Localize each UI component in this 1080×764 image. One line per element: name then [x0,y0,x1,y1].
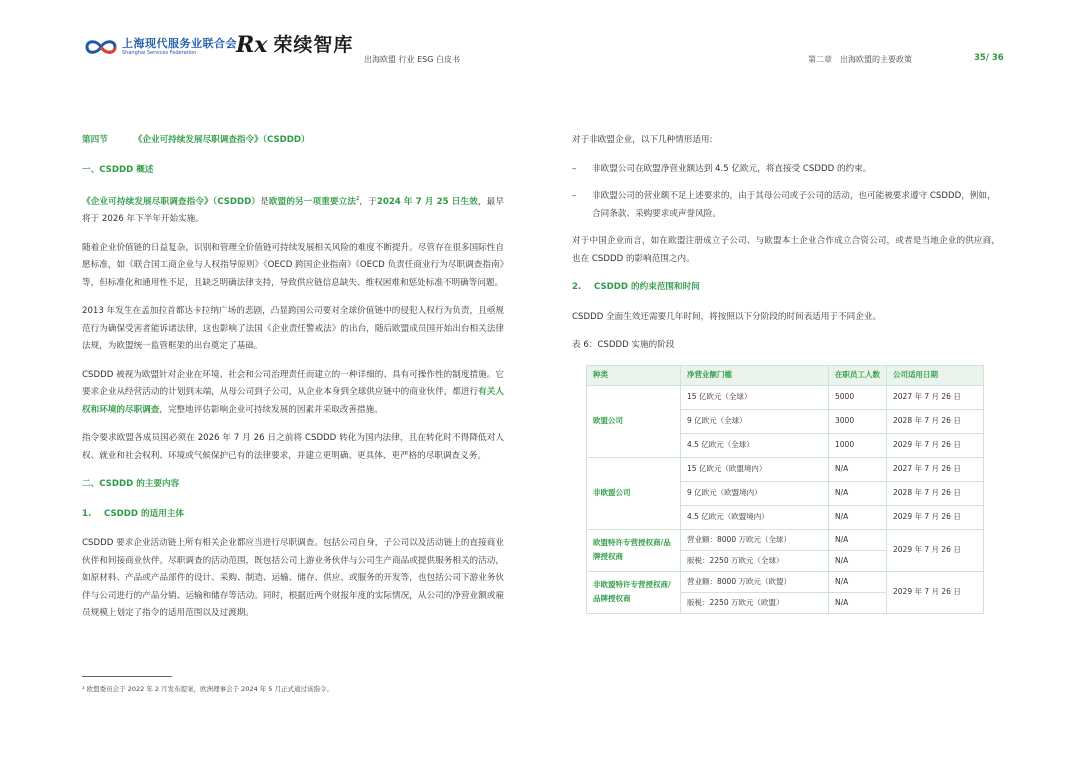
table-header-cell: 种类 [587,365,681,385]
table-cell: 营业额：8000 万欧元（全球） [681,529,829,550]
table-header-cell: 在职员工人数 [829,365,887,385]
heading-scope-text: CSDDD 的适用主体 [104,508,185,519]
paragraph-2: 随着企业价值链的日益复杂，识别和管理全价值链可持续发展相关风险的难度不断提升。尽管存在很多国际性自愿标准，如《联合国工商企业与人权指导原则》《OECD 跨国企业指南》《OECD 负责任商业行为尽职调查指南》等，但标准化和通用性不足，且缺乏明确法律支持，导致供应链信息缺失、维权困难和惩处标准不明确等问题。 [82,242,504,288]
table-cell: 营业额：8000 万欧元（欧盟） [681,571,829,592]
p1-highlight-law: 欧盟的另一项重要立法 [268,196,357,207]
bullet-dash: – [572,163,577,174]
table-header-cell: 公司适用日期 [887,365,984,385]
paragraph-4 [82,367,504,420]
table-cell: 3000 [829,409,887,433]
table-cell: 版税：2250 万欧元（欧盟） [681,592,829,613]
footnote: ² 欧盟委员会于 2022 年 2 月发布提案，欧洲理事会于 2024 年 5 月正式通过该指令。 [82,685,334,693]
table-cell: 2029 年 7 月 26 日 [887,571,984,613]
heading-timeline-text: CSDDD 的约束范围和时间 [594,282,700,292]
left-column [82,132,504,634]
table-cell: N/A [829,457,887,481]
table-cell: 1000 [829,433,887,457]
category-cell: 欧盟公司 [587,385,681,457]
paragraph-5: 指令要求欧盟各成员国必须在 2026 年 7 月 26 日之前将 CSDDD 转化为国内法律，且在转化时不得降低对人权、就业和社会权利、环境或气候保护已有的法律要求，并建立更明确、更具体、更严格的尽职调查义务。 [82,433,504,461]
federation-name-en: Shanghai Services Federation [122,50,197,56]
category-cell: 非欧盟特许专营授权商/品牌授权商 [587,571,681,613]
footnote-ref: 2 [356,196,360,202]
table-cell: N/A [829,505,887,529]
p4-text: CSDDD 被视为欧盟针对企业在环境、社会和公司治理责任而建立的一种详细的、具有可操作性的制度措施。它要求企业从经营活动的计划到末端，从母公司到子公司，从企业本身到全球供应链中的商业伙伴，都进行 [82,369,504,398]
heading-overview: 一、CSDDD 概述 [82,164,154,175]
section-title: 《企业可持续发展尽职调查指令》（CSDDD） [133,135,310,145]
table-cell: 2029 年 7 月 26 日 [887,529,984,571]
table-cell: 9 亿欧元（欧盟境内） [681,481,829,505]
heading-scope [82,506,504,524]
table-cell: 2029 年 7 月 26 日 [887,505,984,529]
table-cell: N/A [829,592,887,613]
table-cell: 2028 年 7 月 26 日 [887,409,984,433]
heading-scope-number: 1. [82,508,92,519]
paragraph-intro: 对于非欧盟企业，以下几种情形适用: [572,135,713,145]
table-caption: 表 6：CSDDD 实施的阶段 [572,340,675,350]
table-cell: N/A [829,529,887,550]
table-cell: 2028 年 7 月 26 日 [887,481,984,505]
table-cell: 4.5 亿欧元（欧盟境内） [681,505,829,529]
heading-main-content: 二、CSDDD 的主要内容 [82,479,180,490]
paragraph-6: CSDDD 要求企业活动链上所有相关企业都应当进行尽职调查。包括公司自身，子公司以及活动链上的直接商业伙伴和间接商业伙伴。尽职调查的活动范围，既包括公司上游业务伙伴与公司生产商品或提供服务相关的活动，如原材料、产品或产品部件的设计、采购、制造、运输、储存、供应、或服务的开发等，也包括公司下游业务伙伴与公司进行的产品分销、运输和储存等活动。同时，根据近两个财报年度的实际情况，从公司的净营业额或雇员规模上划定了指令的适用范围以及过渡期。 [82,538,504,619]
document-title: 出海欧盟 行业 ESG 白皮书 [364,55,460,64]
p1-highlight-date: 2024 年 7 月 25 日生效 [376,196,478,207]
p4-text-2: ，完整地评估影响企业可持续发展的因素并采取改善措施。 [159,404,383,415]
table-cell: N/A [829,571,887,592]
bullet-text: 非欧盟公司的营业额不足上述要求的，由于其母公司或子公司的活动，也可能被要求遵守 CSDDD，例如，合同条款、采购要求或声誉风险。 [592,191,996,219]
table-cell: 2027 年 7 月 26 日 [887,385,984,409]
right-column [572,132,1000,614]
rongxu-name: 荣续智库 [273,34,354,56]
p1-text: 是 [260,196,269,207]
heading-timeline-number: 2. [572,282,582,292]
table-cell: 15 亿欧元（全球） [681,385,829,409]
table-cell: 9 亿欧元（全球） [681,409,829,433]
table-cell: 5000 [829,385,887,409]
bullet-text: 非欧盟公司在欧盟净营业额达到 4.5 亿欧元，将直接受 CSDDD 的约束。 [592,163,872,174]
p1-text-2: ，于 [359,196,377,207]
csddd-phase-table [586,365,984,614]
table-cell: 15 亿欧元（欧盟境内） [681,457,829,481]
page-number: 35/ 36 [974,53,1004,63]
table-row [587,571,984,592]
paragraph-timeline: CSDDD 全面生效还需要几年时间，将按照以下分阶段的时间表适用于不同企业。 [572,311,882,322]
chapter-title: 第二章 出海欧盟的主要政策 [808,55,912,64]
page-header [0,32,1080,72]
p1-text-3: ，最早将于 2026 年下半年开始实施。 [82,196,504,225]
bullet-item [572,188,1000,223]
paragraph-1 [82,191,504,229]
p1-highlight-title: 《企业可持续发展尽职调查指令》（CSDDD） [82,196,261,207]
p4-highlight: 有关人权和环境的尽职调查 [82,387,504,415]
table-cell: 2029 年 7 月 26 日 [887,433,984,457]
table-cell: 版税：2250 万欧元（全球） [681,550,829,571]
table-cell: 4.5 亿欧元（全球） [681,433,829,457]
federation-name-cn: 上海现代服务业联合会 [122,37,237,50]
category-cell: 非欧盟公司 [587,457,681,529]
bullet-dash: – [572,191,577,201]
table-cell: N/A [829,550,887,571]
table-row [587,385,984,409]
bullet-item [572,161,1000,179]
section-label: 第四节 [82,135,108,145]
heading-timeline [572,279,1000,297]
table-row [587,529,984,550]
rx-logo-icon: Rx [236,32,268,58]
table-header-row [587,365,984,385]
table-row [587,457,984,481]
table-cell: 2027 年 7 月 26 日 [887,457,984,481]
federation-logo-icon [84,36,118,58]
category-cell: 欧盟特许专营授权商/品牌授权商 [587,529,681,571]
paragraph-china: 对于中国企业而言，如在欧盟注册成立子公司、与欧盟本土企业合作成立合资公司，或者是当地企业的供应商，也在 CSDDD 的影响范围之内。 [572,236,1000,264]
table-cell: N/A [829,481,887,505]
federation-logo [84,36,237,58]
section-heading [82,132,504,150]
footnote-divider [82,676,172,677]
paragraph-3: 2013 年发生在孟加拉首都达卡拉纳广场的悲剧，凸显跨国公司要对全球价值链中的侵犯人权行为负责，且亟规范行为确保受害者能诉诸法律，这也影响了法国《企业责任警戒法》的出台，随后欧盟成员国开始出台相关法律法规，为欧盟统一监管框架的出台奠定了基础。 [82,306,504,352]
rongxu-logo [236,32,353,58]
table-header-cell: 净营业额门槛 [681,365,829,385]
